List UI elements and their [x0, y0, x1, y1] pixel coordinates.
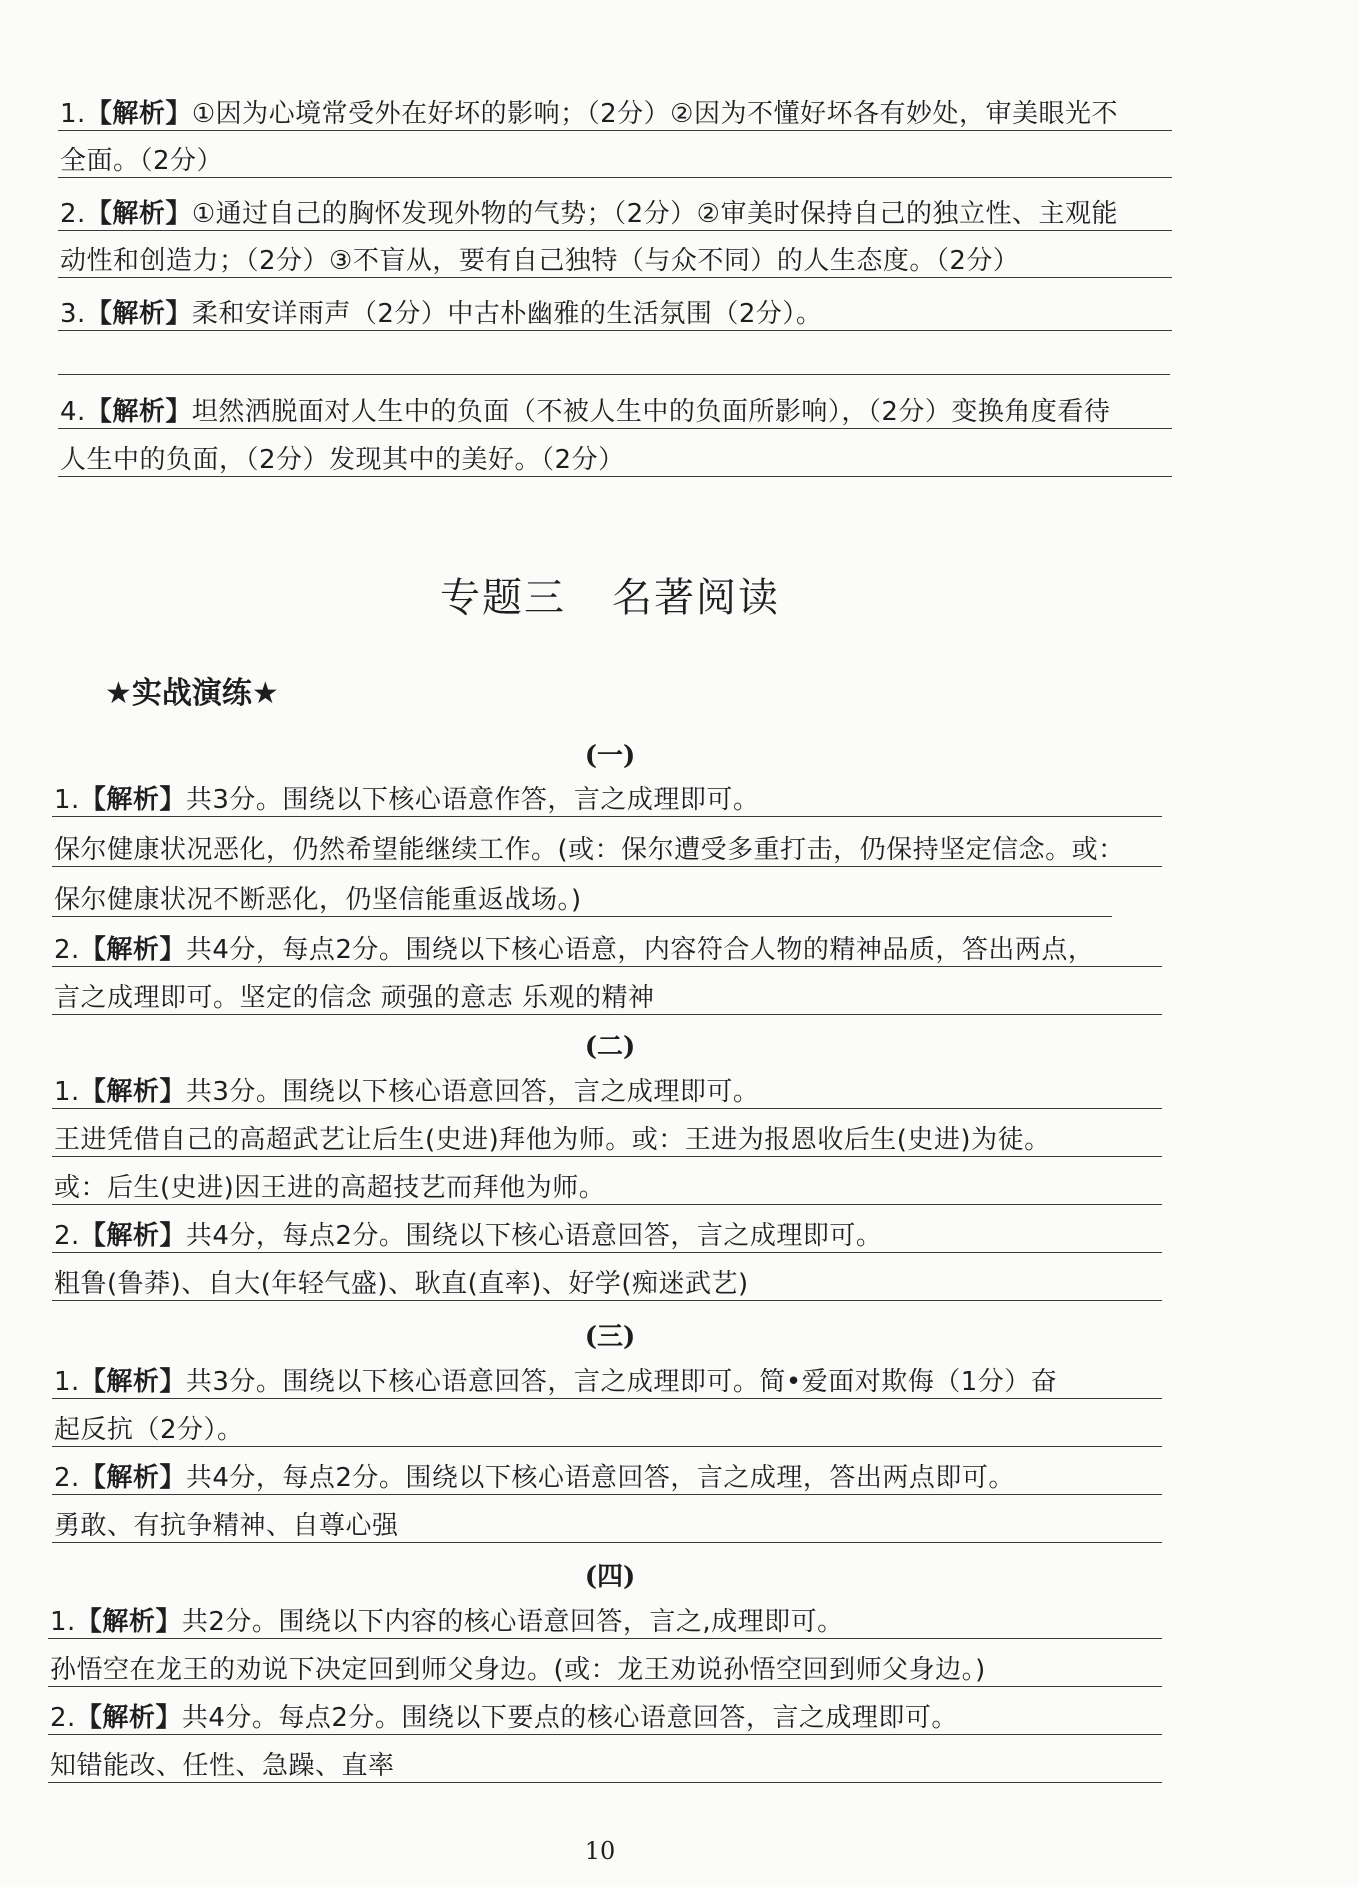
- part-a-q4-line2: [58, 444, 1172, 477]
- section-label: (三): [584, 1322, 636, 1352]
- question-number: 1.: [60, 99, 86, 129]
- section-label: (二): [584, 1032, 636, 1062]
- answer-text: 全面。（2分）: [60, 146, 224, 176]
- analysis-tag: 【解析】: [75, 1607, 182, 1637]
- s2-q2-line2: [52, 1268, 1162, 1301]
- answer-text: 孙悟空在龙王的劝说下决定回到师父身边。(或：龙王劝说孙悟空回到师父身边。): [50, 1655, 986, 1685]
- analysis-tag: 【解析】: [79, 935, 186, 965]
- answer-text: 保尔健康状况不断恶化，仍坚信能重返战场。): [54, 885, 582, 915]
- analysis-tag: 【解析】: [75, 1703, 182, 1733]
- s1-q1-line1: [52, 784, 1162, 817]
- analysis-tag: 【解析】: [85, 299, 192, 329]
- question-number: 2.: [54, 935, 80, 965]
- blank-answer-line: [58, 342, 1170, 375]
- s2-q1-line2: [52, 1124, 1162, 1157]
- s4-q2-line2: [48, 1750, 1162, 1783]
- analysis-tag: 【解析】: [85, 397, 192, 427]
- answer-text: 坦然洒脱面对人生中的负面（不被人生中的负面所影响），（2分）变换角度看待: [191, 397, 1111, 427]
- answer-text: 人生中的负面，（2分）发现其中的美好。（2分）: [60, 445, 625, 475]
- answer-text: 勇敢、有抗争精神、自尊心强: [54, 1511, 399, 1541]
- s4-q2-line1: [48, 1702, 1162, 1735]
- s3-q1-line2: [52, 1414, 1162, 1447]
- s3-q1-line1: [52, 1366, 1162, 1399]
- page-number: 10: [584, 1837, 616, 1865]
- question-number: 1.: [50, 1607, 76, 1637]
- answer-text: 共3分。围绕以下核心语意作答，言之成理即可。: [185, 785, 760, 815]
- part-a-q3-line1: [58, 298, 1172, 331]
- analysis-tag: 【解析】: [79, 1367, 186, 1397]
- part-a-q1-line2: [58, 145, 1172, 178]
- practice-heading: ★实战演练★: [105, 676, 279, 711]
- part-a-q2-line2: [58, 245, 1172, 278]
- answer-text: 知错能改、任性、急躁、直率: [50, 1751, 395, 1781]
- chapter-title: [0, 566, 1220, 623]
- answer-text: 柔和安详雨声（2分）中古朴幽雅的生活氛围（2分）。: [191, 299, 823, 329]
- answer-text: 共4分，每点2分。围绕以下核心语意回答，言之成理即可。: [185, 1221, 883, 1251]
- answer-text: 王进凭借自己的高超武艺让后生(史进)拜他为师。或：王进为报恩收后生(史进)为徒。: [54, 1125, 1051, 1155]
- analysis-tag: 【解析】: [79, 1221, 186, 1251]
- part-a-q2-line1: [58, 198, 1172, 231]
- question-number: 2.: [50, 1703, 76, 1733]
- question-number: 2.: [54, 1221, 80, 1251]
- answer-text: ①通过自己的胸怀发现外物的气势；（2分）②审美时保持自己的独立性、主观能: [191, 199, 1118, 229]
- analysis-tag: 【解析】: [79, 1077, 186, 1107]
- question-number: 4.: [60, 397, 86, 427]
- part-a-q4-line1: [58, 396, 1172, 429]
- section-label: (四): [584, 1562, 636, 1592]
- section-label: (一): [584, 741, 636, 771]
- chapter-title-part2: 名著阅读: [612, 575, 780, 621]
- answer-text: ①因为心境常受外在好坏的影响；（2分）②因为不懂好坏各有妙处，审美眼光不: [191, 99, 1118, 129]
- analysis-tag: 【解析】: [79, 785, 186, 815]
- question-number: 1.: [54, 785, 80, 815]
- s2-q1-line1: [52, 1076, 1162, 1109]
- answer-text: 粗鲁(鲁莽)、自大(年轻气盛)、耿直(直率)、好学(痴迷武艺): [54, 1269, 749, 1299]
- part-a-q1-line1: [58, 98, 1172, 131]
- answer-text: 共4分，每点2分。围绕以下核心语意回答，言之成理，答出两点即可。: [185, 1463, 1015, 1493]
- answer-text: 言之成理即可。坚定的信念 顽强的意志 乐观的精神: [54, 983, 655, 1013]
- answer-text: 共2分。围绕以下内容的核心语意回答，言之,成理即可。: [181, 1607, 844, 1637]
- answer-text: 共4分，每点2分。围绕以下核心语意，内容符合人物的精神品质，答出两点，: [185, 935, 1095, 965]
- answer-text: 起反抗（2分）。: [54, 1415, 244, 1445]
- answer-text: 共4分。每点2分。围绕以下要点的核心语意回答，言之成理即可。: [181, 1703, 958, 1733]
- question-number: 2.: [60, 199, 86, 229]
- analysis-tag: 【解析】: [79, 1463, 186, 1493]
- s1-q2-line1: [52, 934, 1162, 967]
- s2-q1-line3: [52, 1172, 1162, 1205]
- answer-text: 共3分。围绕以下核心语意回答，言之成理即可。简•爱面对欺侮（1分）奋: [185, 1367, 1058, 1397]
- s4-q1-line2: [48, 1654, 1162, 1687]
- chapter-title-part1: 专题三: [440, 575, 566, 621]
- s3-q2-line2: [52, 1510, 1162, 1543]
- answer-text: 共3分。围绕以下核心语意回答，言之成理即可。: [185, 1077, 760, 1107]
- s1-q2-line2: [52, 982, 1162, 1015]
- analysis-tag: 【解析】: [85, 199, 192, 229]
- analysis-tag: 【解析】: [85, 99, 192, 129]
- question-number: 1.: [54, 1077, 80, 1107]
- question-number: 3.: [60, 299, 86, 329]
- question-number: 2.: [54, 1463, 80, 1493]
- s4-q1-line1: [48, 1606, 1162, 1639]
- s1-q1-line3: [52, 884, 1112, 917]
- answer-text: 动性和创造力；（2分）③不盲从，要有自己独特（与众不同）的人生态度。（2分）: [60, 246, 1020, 276]
- s3-q2-line1: [52, 1462, 1162, 1495]
- answer-text: 或：后生(史进)因王进的高超技艺而拜他为师。: [54, 1173, 606, 1203]
- question-number: 1.: [54, 1367, 80, 1397]
- answer-text: 保尔健康状况恶化，仍然希望能继续工作。(或：保尔遭受多重打击，仍保持坚定信念。或：: [54, 835, 1125, 865]
- s2-q2-line1: [52, 1220, 1162, 1253]
- s1-q1-line2: [52, 834, 1162, 867]
